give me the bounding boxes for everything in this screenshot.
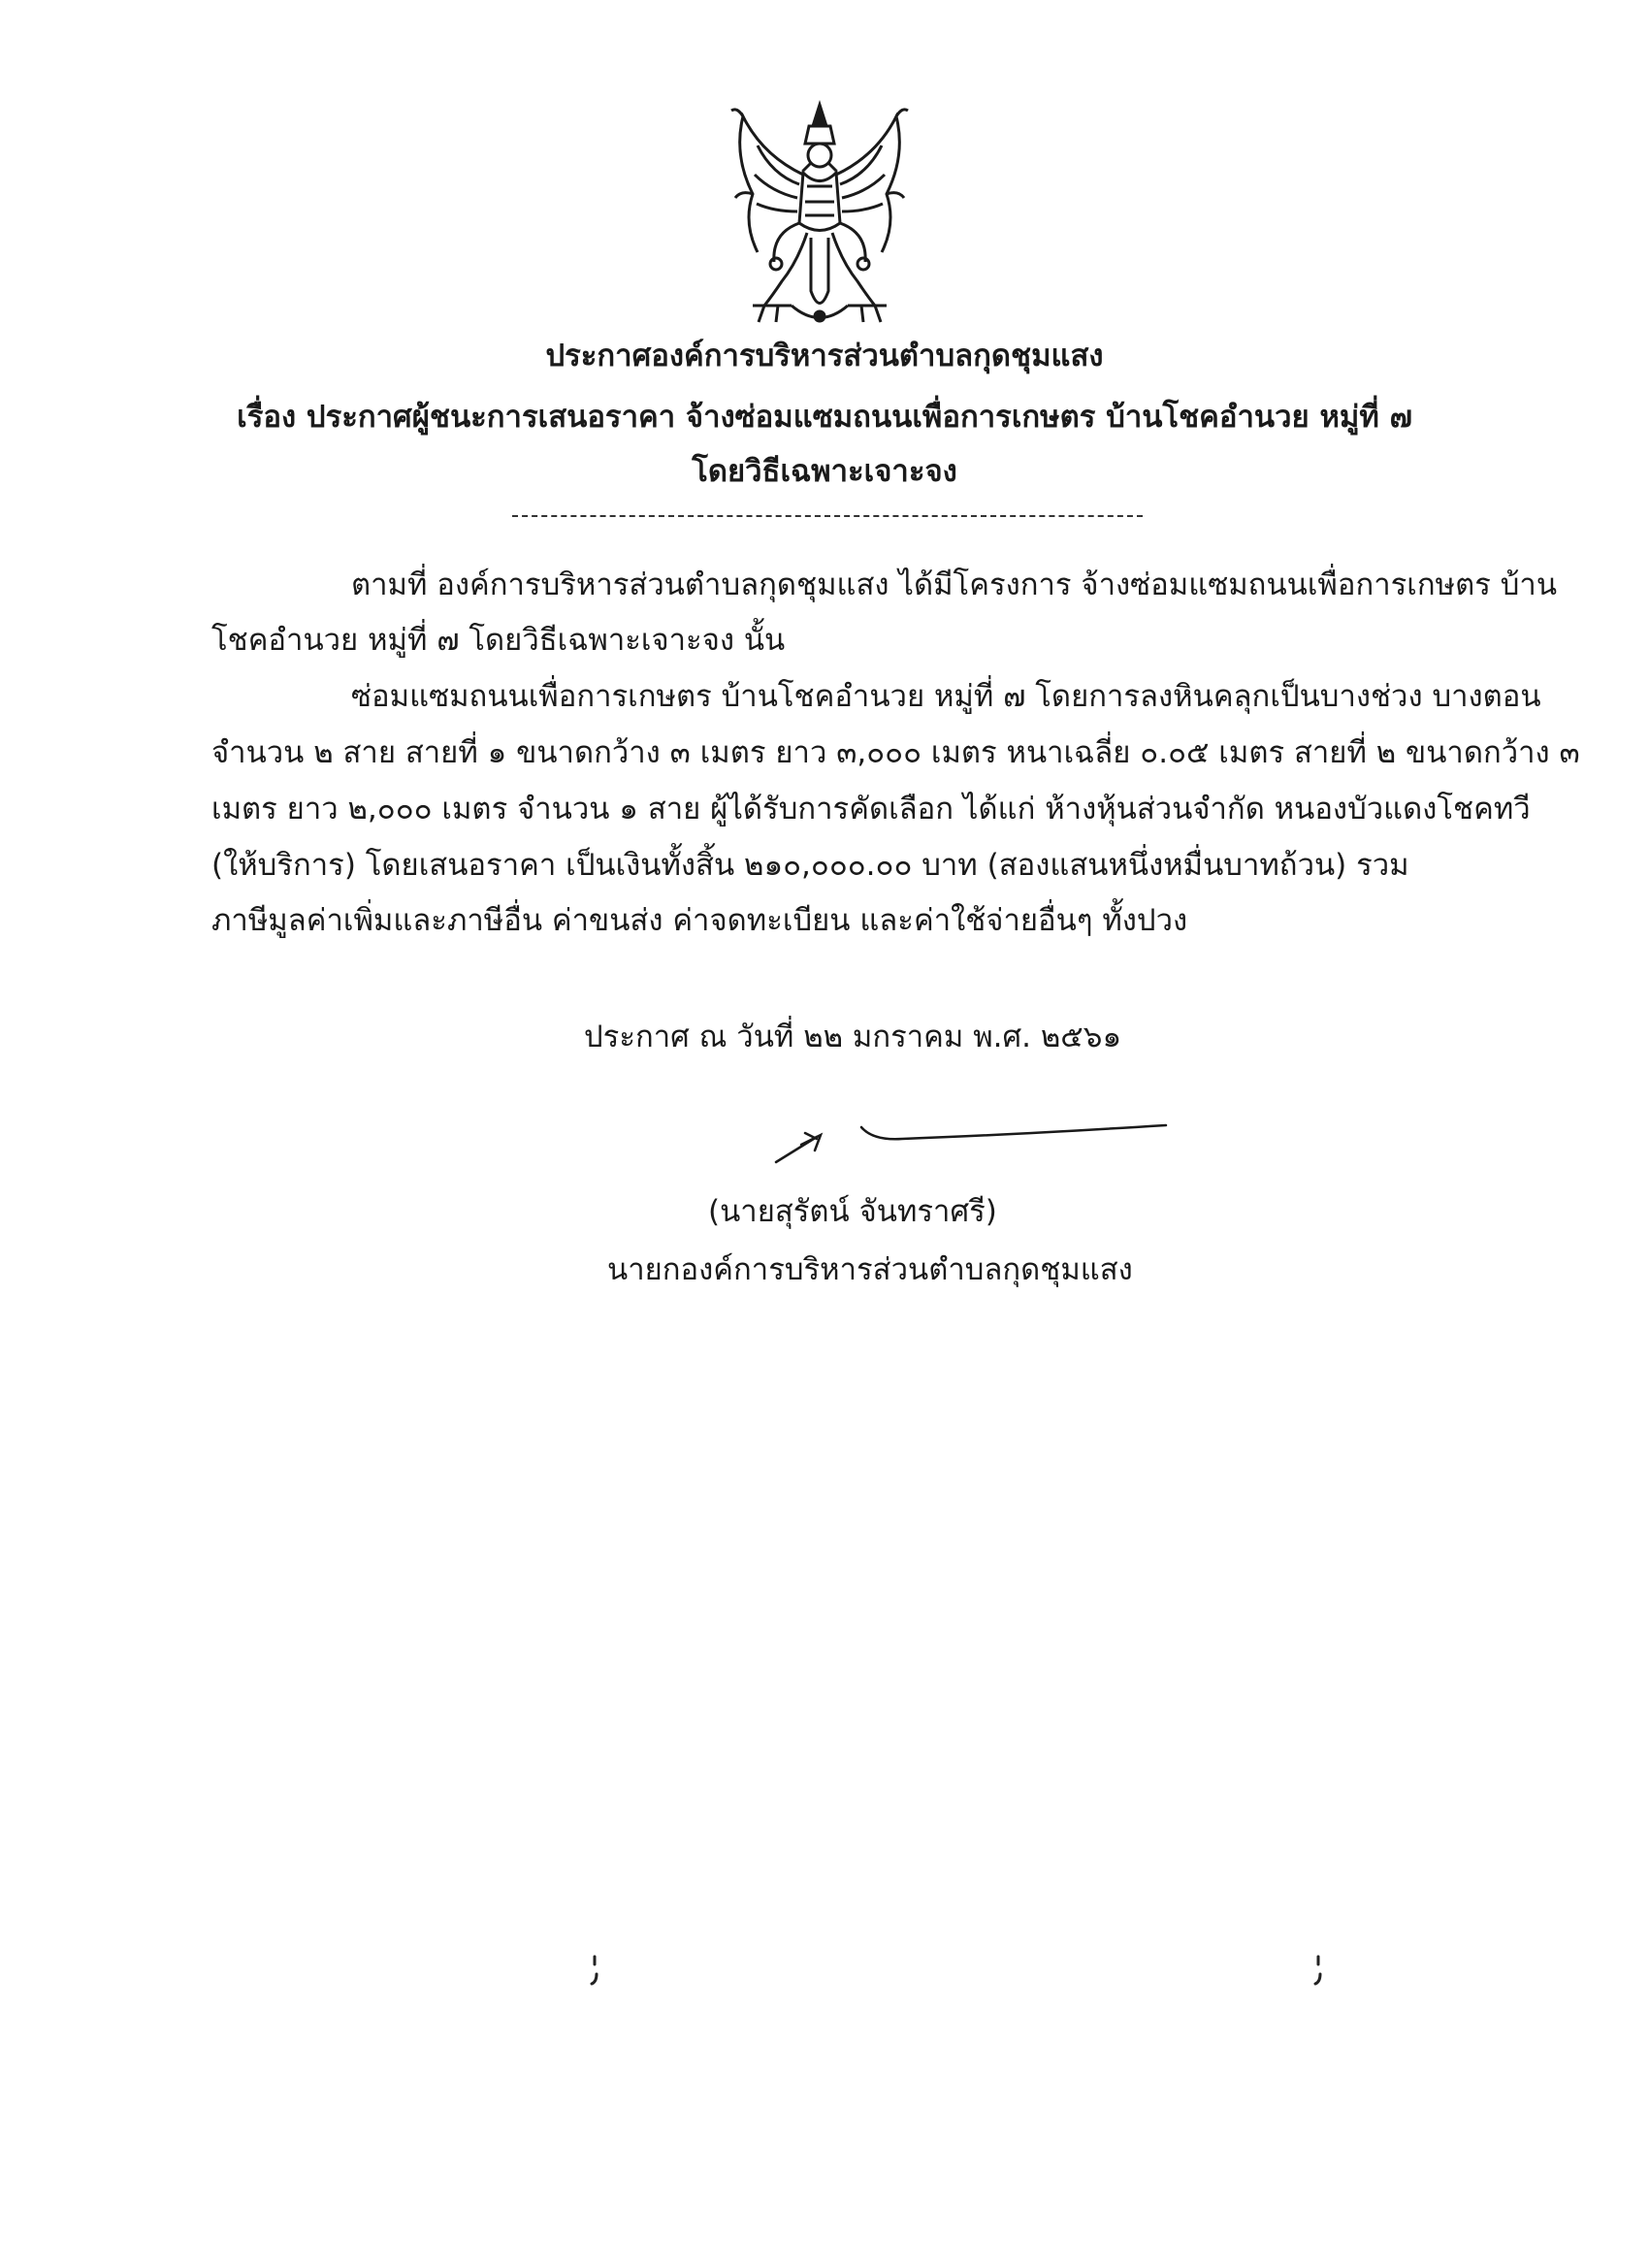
document-subject: เรื่อง ประกาศผู้ชนะการเสนอราคา จ้างซ่อมแซมถนนเพื่อการเกษตร บ้านโชคอำนวย หมู่ที่ ๗	[237, 400, 1412, 435]
paragraph-1-line-1: ตามที่ องค์การบริหารส่วนตำบลกุดชุมแสง ได้มีโครงการ จ้างซ่อมแซมถนนเพื่อการเกษตร บ้าน	[351, 567, 1558, 602]
document-title: ประกาศองค์การบริหารส่วนตำบลกุดชุมแสง	[545, 339, 1104, 373]
title-divider	[512, 515, 1143, 517]
paragraph-1-line-2: โชคอำนวย หมู่ที่ ๗ โดยวิธีเฉพาะเจาะจง นั้น	[211, 623, 786, 658]
paragraph-2-line-4: (ให้บริการ) โดยเสนอราคา เป็นเงินทั้งสิ้น ๒๑๐,๐๐๐.๐๐ บาท (สองแสนหนึ่งหมื่นบาทถ้วน) รวม	[211, 848, 1409, 883]
scan-mark-right	[1311, 1953, 1325, 1986]
signatory-name: (นายสุรัตน์ จันทราศรี)	[708, 1194, 997, 1229]
document-method: โดยวิธีเฉพาะเจาะจง	[692, 454, 957, 489]
paragraph-2-line-5: ภาษีมูลค่าเพิ่มและภาษีอื่น ค่าขนส่ง ค่าจดทะเบียน และค่าใช้จ่ายอื่นๆ ทั้งปวง	[211, 903, 1188, 938]
paragraph-2-line-2: จำนวน ๒ สาย สายที่ ๑ ขนาดกว้าง ๓ เมตร ยาว ๓,๐๐๐ เมตร หนาเฉลี่ย ๐.๐๕ เมตร สายที่ ๒ ขนาดกว้าง ๓	[211, 735, 1580, 770]
scan-mark-left	[588, 1953, 601, 1986]
handwritten-signature	[766, 1116, 1174, 1174]
garuda-emblem-icon	[714, 97, 925, 335]
paragraph-2-line-3: เมตร ยาว ๒,๐๐๐ เมตร จำนวน ๑ สาย ผู้ได้รับการคัดเลือก ได้แก่ ห้างหุ้นส่วนจำกัด หนองบัวแดงโชคทวี	[211, 792, 1531, 826]
announcement-date: ประกาศ ณ วันที่ ๒๒ มกราคม พ.ศ. ๒๕๖๑	[584, 1020, 1122, 1054]
signatory-position: นายกองค์การบริหารส่วนตำบลกุดชุมแสง	[607, 1252, 1133, 1287]
paragraph-2-line-1: ซ่อมแซมถนนเพื่อการเกษตร บ้านโชคอำนวย หมู่ที่ ๗ โดยการลงหินคลุกเป็นบางช่วง บางตอน	[351, 679, 1541, 714]
